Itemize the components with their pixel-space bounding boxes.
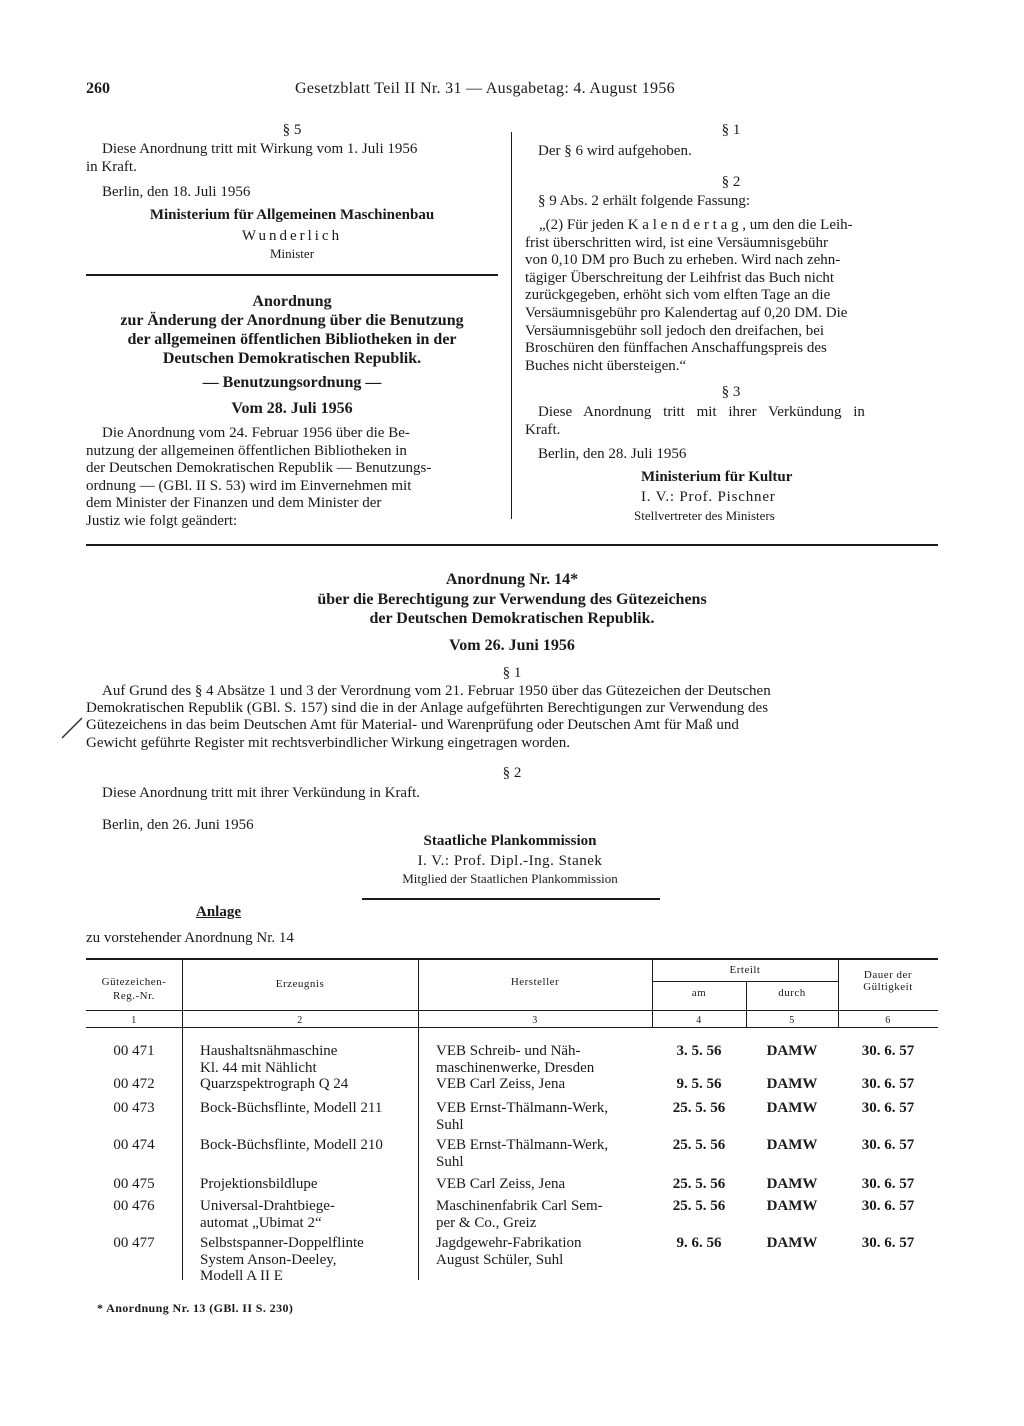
cell-erteilt-durch: DAMW: [766, 1176, 818, 1192]
cell-erzeugnis-line: Bock-Büchsflinte, Modell 210: [200, 1137, 383, 1153]
anordnung-title-line2: zur Änderung der Anordnung über die Benutzung: [120, 312, 464, 329]
cell-hersteller: [436, 1235, 650, 1268]
cell-hersteller-line: Suhl: [436, 1153, 464, 1170]
body-line: Auf Grund des § 4 Absätze 1 und 3 der Verordnung vom 21. Februar 1950 über das Gütezeichen der Deutschen: [102, 683, 771, 699]
anordnung-title-line3: der allgemeinen öffentlichen Bibliotheken in der: [127, 331, 457, 348]
left-body-line: Die Anordnung vom 24. Februar 1956 über die Be-: [102, 425, 410, 441]
section-1-text-right: Der § 6 wird aufgehoben.: [538, 143, 692, 159]
second-title: Anordnung Nr. 14*: [445, 571, 579, 588]
second-place-date: Berlin, den 26. Juni 1956: [102, 817, 254, 833]
ministry-name-left: Ministerium für Allgemeinen Maschinenbau: [149, 207, 435, 223]
cell-dauer: 30. 6. 57: [861, 1137, 915, 1153]
column-divider: [511, 132, 512, 519]
table-top-rule: [86, 958, 938, 960]
quote-line: „(2) Für jeden K a l e n d e r t a g , um den die Leih-: [539, 217, 853, 233]
section-5-heading: § 5: [282, 122, 302, 138]
cell-erteilt-durch: DAMW: [766, 1235, 818, 1251]
cell-dauer: 30. 6. 57: [861, 1043, 915, 1059]
cell-erzeugnis: [200, 1100, 416, 1117]
cell-erzeugnis-line: Projektionsbildlupe: [200, 1176, 318, 1192]
anlage-title: Anlage: [196, 904, 241, 920]
section-2-heading-right: § 2: [721, 174, 741, 190]
cell-erzeugnis: [200, 1076, 416, 1093]
section-2-intro-right: § 9 Abs. 2 erhält folgende Fassung:: [538, 193, 751, 209]
cell-erzeugnis-line: Quarzspektrograph Q 24: [200, 1076, 349, 1092]
second-title-line2: über die Berechtigung zur Verwendung des Gütezeichens: [317, 591, 707, 608]
left-body-line: Justiz wie folgt geändert:: [86, 512, 238, 529]
hdr-erzeugnis: Erzeugnis: [275, 978, 325, 990]
second-section-2-text: Diese Anordnung tritt mit ihrer Verkündung in Kraft.: [102, 785, 421, 801]
footnote: * Anordnung Nr. 13 (GBl. II S. 230): [97, 1301, 294, 1315]
hdr-am: am: [691, 987, 707, 999]
cell-erteilt-durch: DAMW: [766, 1100, 818, 1116]
colnum-2: 2: [297, 1015, 303, 1026]
cell-hersteller-line: VEB Carl Zeiss, Jena: [436, 1076, 566, 1092]
anordnung-subtitle: — Benutzungsordnung —: [202, 374, 382, 391]
cell-erteilt-durch: DAMW: [766, 1137, 818, 1153]
quote-line: Versäumnisgebühr pro Kalendertag auf 0,20 DM. Die: [525, 304, 848, 321]
cell-erzeugnis-line: System Anson-Deeley,: [200, 1251, 337, 1268]
hdr-reg-line2: Reg.-Nr.: [113, 990, 155, 1002]
cell-hersteller: [436, 1198, 650, 1231]
separator-signature: [362, 898, 660, 900]
running-title: Gesetzblatt Teil II Nr. 31 — Ausgabetag: 4. August 1956: [295, 80, 675, 97]
signatory-title-left: Minister: [269, 246, 315, 261]
ministry-name-right: Ministerium für Kultur: [641, 469, 793, 485]
colnum-4: 4: [696, 1015, 702, 1026]
cell-reg-nr: 00 474: [113, 1137, 155, 1153]
cell-erteilt-am: 25. 5. 56: [672, 1100, 726, 1116]
cell-reg-nr: 00 472: [113, 1076, 155, 1092]
colnum-5: 5: [789, 1015, 795, 1026]
quote-line: zurückgegeben, erhöht sich vom elften Tage an die: [525, 287, 831, 304]
cell-hersteller-line: VEB Ernst-Thälmann-Werk,: [436, 1100, 609, 1116]
cell-hersteller-line: Suhl: [436, 1116, 464, 1133]
quote-line: Buches nicht übersteigen.“: [525, 357, 687, 374]
cell-erzeugnis-line: Modell A II E: [200, 1268, 283, 1284]
cell-dauer: 30. 6. 57: [861, 1076, 915, 1092]
cell-dauer: 30. 6. 57: [861, 1100, 915, 1116]
left-body-line: nutzung der allgemeinen öffentlichen Bibliotheken in: [86, 442, 407, 459]
cell-erteilt-am: 9. 6. 56: [676, 1235, 722, 1251]
cell-erteilt-durch: DAMW: [766, 1076, 818, 1092]
cell-erzeugnis-line: automat „Ubimat 2“: [200, 1214, 322, 1231]
place-date-right: Berlin, den 28. Juli 1956: [538, 446, 687, 462]
hdr-durch: durch: [778, 987, 806, 999]
table-colnum-rule: [86, 1027, 938, 1028]
hdr-hersteller: Hersteller: [510, 976, 560, 988]
quote-line: frist überschritten wird, ist eine Versäumnisgebühr: [525, 234, 828, 251]
page-number: 260: [86, 80, 110, 97]
cell-hersteller: [436, 1100, 650, 1133]
cell-erzeugnis-line: Universal-Drahtbiege-: [200, 1198, 335, 1214]
table-erteilt-rule: [652, 981, 838, 982]
margin-pencil-mark: [60, 716, 84, 740]
quote-line: von 0,10 DM pro Buch zu erheben. Wird nach zehn-: [525, 252, 841, 269]
cell-reg-nr: 00 476: [113, 1198, 155, 1214]
anordnung-title-line4: Deutschen Demokratischen Republik.: [162, 350, 422, 367]
colnum-6: 6: [885, 1015, 891, 1026]
left-body-line: dem Minister der Finanzen und dem Minister der: [86, 495, 382, 512]
cell-erteilt-am: 9. 5. 56: [676, 1076, 722, 1092]
section-3-heading-right: § 3: [721, 384, 741, 400]
left-body-line: ordnung — (GBl. II S. 53) wird im Einvernehmen mit: [86, 477, 412, 494]
quote-line: Broschüren den fünffachen Anschaffungspreis des: [525, 340, 827, 357]
quote-line: Versäumnisgebühr soll jedoch den dreifachen, bei: [525, 322, 825, 339]
cell-dauer: 30. 6. 57: [861, 1198, 915, 1214]
hdr-dauer-line1: Dauer der: [863, 969, 913, 981]
second-section-1-body: [86, 683, 938, 752]
separator-full: [86, 544, 938, 546]
section-3-text-line1: Diese Anordnung tritt mit ihrer Verkündung in: [538, 404, 865, 420]
cell-hersteller: [436, 1176, 650, 1193]
cell-erteilt-am: 25. 5. 56: [672, 1176, 726, 1192]
table-vrule-2: [418, 960, 419, 1280]
cell-erteilt-am: 3. 5. 56: [676, 1043, 722, 1059]
cell-erzeugnis: [200, 1176, 416, 1193]
cell-reg-nr: 00 471: [113, 1043, 155, 1059]
signatory-right: I. V.: Prof. Pischner: [641, 489, 776, 505]
cell-erteilt-durch: DAMW: [766, 1198, 818, 1214]
hdr-dauer-line2: Gültigkeit: [863, 981, 913, 993]
second-signatory: I. V.: Prof. Dipl.-Ing. Stanek: [417, 853, 603, 869]
left-body: [86, 425, 498, 531]
second-section-2-heading: § 2: [502, 765, 522, 781]
cell-erzeugnis-line: Haushaltsnähmaschine: [200, 1043, 338, 1059]
cell-hersteller-line: VEB Ernst-Thälmann-Werk,: [436, 1137, 609, 1153]
body-line: Gewicht geführte Register mit rechtsverbindlicher Wirkung eingetragen worden.: [86, 734, 570, 751]
cell-erzeugnis-line: Kl. 44 mit Nählicht: [200, 1059, 317, 1076]
quote-line: tägiger Überschreitung der Leihfrist das Buch nicht: [525, 269, 835, 286]
anlage-subtitle: zu vorstehender Anordnung Nr. 14: [86, 930, 294, 946]
second-section-1-heading: § 1: [502, 665, 522, 681]
cell-reg-nr: 00 475: [113, 1176, 155, 1192]
body-line: Gütezeichens in das beim Deutschen Amt für Material- und Warenprüfung oder Deutschen Amt für Maß und: [86, 717, 739, 734]
cell-erteilt-am: 25. 5. 56: [672, 1137, 726, 1153]
colnum-1: 1: [131, 1015, 137, 1026]
anordnung-date: Vom 28. Juli 1956: [231, 400, 353, 417]
cell-hersteller-line: maschinenwerke, Dresden: [436, 1059, 595, 1076]
cell-dauer: 30. 6. 57: [861, 1176, 915, 1192]
cell-dauer: 30. 6. 57: [861, 1235, 915, 1251]
second-date: Vom 26. Juni 1956: [449, 637, 575, 654]
cell-hersteller: [436, 1137, 650, 1170]
body-line: Demokratischen Republik (GBl. S. 157) sind die in der Anlage aufgeführten Berechtigungen zur Verwendung des: [86, 700, 769, 717]
signatory-left: Wunderlich: [241, 228, 343, 244]
left-body-line: der Deutschen Demokratischen Republik — Benutzungs-: [86, 460, 432, 477]
cell-erzeugnis: [200, 1198, 416, 1231]
cell-hersteller: [436, 1043, 650, 1076]
cell-reg-nr: 00 473: [113, 1100, 155, 1116]
separator-left: [86, 274, 498, 276]
table-header-rule: [86, 1010, 938, 1011]
cell-erzeugnis: [200, 1043, 416, 1076]
cell-erteilt-durch: DAMW: [766, 1043, 818, 1059]
section-1-heading-right: § 1: [721, 122, 741, 138]
place-date-left: Berlin, den 18. Juli 1956: [102, 184, 251, 200]
second-authority: Staatliche Plankommission: [423, 833, 597, 849]
cell-hersteller-line: VEB Carl Zeiss, Jena: [436, 1176, 566, 1192]
table-vrule-1: [182, 960, 183, 1280]
anordnung-title: Anordnung: [252, 293, 332, 310]
cell-hersteller-line: VEB Schreib- und Näh-: [436, 1043, 581, 1059]
colnum-3: 3: [532, 1015, 538, 1026]
cell-hersteller-line: Maschinenfabrik Carl Sem-: [436, 1198, 603, 1214]
cell-hersteller-line: August Schüler, Suhl: [436, 1251, 564, 1268]
hdr-erteilt: Erteilt: [729, 964, 761, 976]
second-title-line3: der Deutschen Demokratischen Republik.: [369, 610, 655, 627]
second-signatory-title: Mitglied der Staatlichen Plankommission: [402, 871, 618, 886]
section-3-text-line2: Kraft.: [525, 422, 561, 438]
hdr-reg-line1: Gütezeichen-: [101, 976, 167, 988]
section-5-text-line2: in Kraft.: [86, 159, 137, 175]
cell-erzeugnis: [200, 1137, 416, 1154]
cell-erzeugnis: [200, 1235, 416, 1285]
cell-hersteller-line: per & Co., Greiz: [436, 1214, 537, 1231]
cell-erteilt-am: 25. 5. 56: [672, 1198, 726, 1214]
cell-hersteller: [436, 1076, 650, 1093]
cell-erzeugnis-line: Selbstspanner-Doppelflinte: [200, 1235, 364, 1251]
cell-erzeugnis-line: Bock-Büchsflinte, Modell 211: [200, 1100, 383, 1116]
section-5-text-line1: Diese Anordnung tritt mit Wirkung vom 1. Juli 1956: [102, 141, 418, 157]
cell-reg-nr: 00 477: [113, 1235, 155, 1251]
cell-hersteller-line: Jagdgewehr-Fabrikation: [436, 1235, 582, 1251]
quoted-amendment: [525, 217, 937, 375]
signatory-title-right: Stellvertreter des Ministers: [634, 508, 775, 523]
